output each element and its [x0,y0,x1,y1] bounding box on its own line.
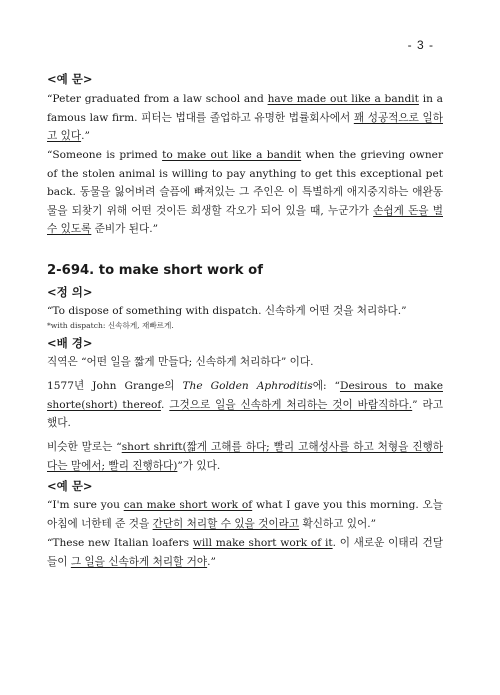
definition-header: <정 의> [47,285,93,299]
translation-highlight: 꽤 성공적으로 일하고 있다 [47,111,443,143]
idiom-highlight: have made out like a bandit [267,93,419,105]
quote-open: “ [47,93,53,105]
quote-close: ” [152,223,159,236]
translation-highlight: 그 일을 신속하게 처리할 거야 [70,555,208,568]
quote-highlight: Desirous to make shorte(short) thereof [47,380,443,411]
example-sentence-3 [47,496,443,533]
background-text: . [160,398,170,411]
background-paragraph-1: 직역은 “어떤 일을 짧게 만들다; 신속하게 처리하다” 이다. [47,356,314,368]
example-text: in a famous law firm. 피터는 법대를 졸업하고 유명한 법률회사에서 [47,93,444,124]
book-title: The Golden Aphroditis [182,380,313,392]
idiom-highlight: can make short work of [123,499,253,511]
example-text: Someone is primed [52,149,163,161]
background-paragraph-3 [47,438,443,475]
example-header-2: <예 문> [47,479,93,493]
translation-highlight: 손쉽게 돈을 벌 수 있도록 [47,204,443,236]
example-text: Peter graduated from a law school and [52,93,268,105]
quote-close: .” [81,130,90,143]
example-sentence-2 [47,146,443,239]
example-text: “I'm sure you [47,499,124,511]
example-sentence-4 [47,534,443,571]
example-sentence-1 [47,90,443,146]
background-text: ” 라고 했다. [47,398,443,430]
background-paragraph-2 [47,377,443,433]
example-text: . 이 새로운 이태리 건달들이 [47,537,443,568]
example-header: <예 문> [47,72,93,86]
entry-title: 2-694. to make short work of [47,263,263,278]
related-phrase-highlight: short shrift(짧게 고해를 하다; 빨리 고해성사를 하고 처형을 진행하다는 말에서; 빨리 진행하다) [47,441,443,472]
translation-highlight: 간단히 처리할 수 있을 것이라고 [152,517,300,530]
example-text: “These new Italian loafers [47,537,193,549]
idiom-highlight: to make out like a bandit [162,149,302,161]
example-text: 준비가 된다. [91,223,153,236]
quote-open: “ [47,149,53,161]
example-text: .” [207,555,216,568]
page-number: - 3 - [407,38,434,52]
translation-highlight: 그것으로 일을 신속하게 처리하는 것이 바람직하다. [169,398,413,411]
background-text: 비슷한 말로는 “ [47,441,122,453]
example-text: 확신하고 있어.” [299,517,377,530]
definition-text: “To dispose of something with dispatch. 신속하게 어떤 것을 처리하다.” [47,305,407,317]
definition-note: *with dispatch: 신속하게, 재빠르게. [47,321,174,330]
idiom-highlight: will make short work of it [192,537,333,549]
example-text: what I gave you this morning. 오늘 아침에 너한테 준 것을 [47,499,443,530]
background-text: 1577년 John Grange의 [47,380,183,392]
background-header: <배 경> [47,336,93,350]
example-text: when the grieving owner of the stolen animal is willing to pay anything to get this exceptional pet back. 동물을 잃어버려 슬픔에 빠져있는 그 주인은 이 특별하게 애지중지하는 애완동물을 되찾기 위해 어떤 것이든 희생할 각오가 되어 있을 때, 누군가가 [47,149,444,217]
background-text: 에: “ [312,380,340,392]
background-text: ”가 있다. [177,459,221,472]
